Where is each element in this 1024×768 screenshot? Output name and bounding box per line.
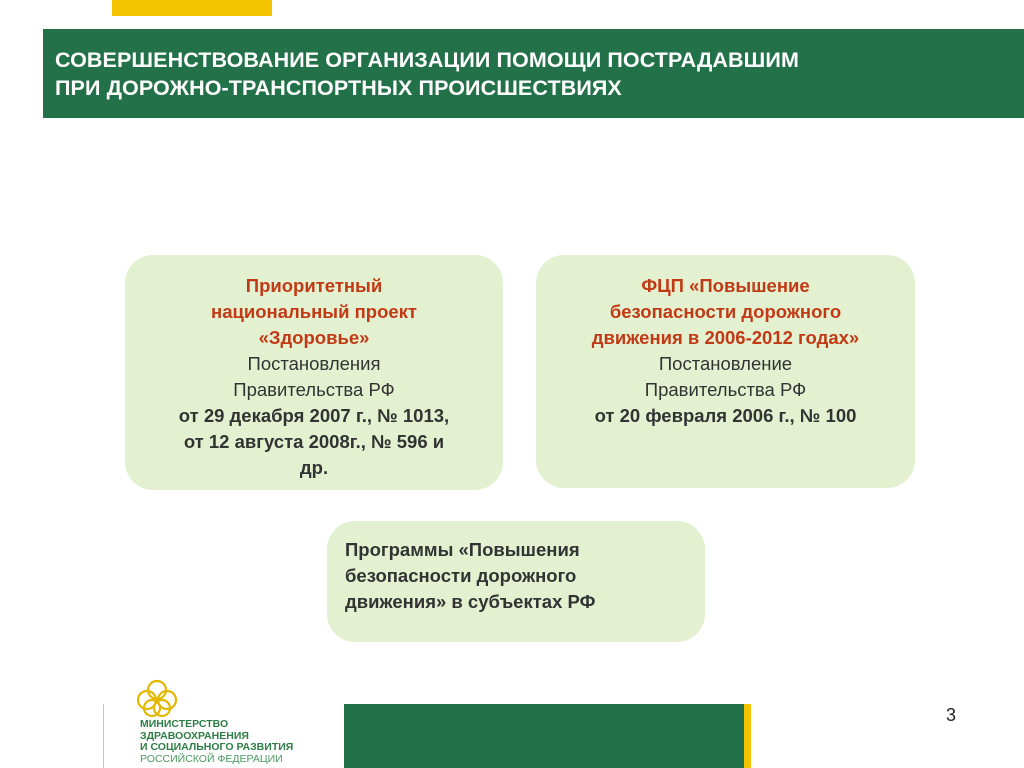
card-1-line: «Здоровье»	[258, 327, 370, 348]
logo-line: И СОЦИАЛЬНОГО РАЗВИТИЯ	[140, 741, 294, 753]
card-2-line: от 20 февраля 2006 г., № 100	[594, 405, 857, 426]
card-regional-programs	[327, 521, 705, 642]
title-bar	[43, 29, 1024, 118]
footer-yellow-bar	[744, 704, 751, 768]
ministry-logo-text	[140, 719, 293, 765]
page-number: 3	[946, 705, 957, 725]
title-line-1: СОВЕРШЕНСТВОВАНИЕ ОРГАНИЗАЦИИ ПОМОЩИ ПОСТРАДАВШИМ	[55, 48, 799, 72]
card-3-line: Программы «Повышения	[345, 539, 580, 560]
card-2-line: движения в 2006-2012 годах»	[591, 327, 860, 348]
logo-line: ЗДРАВООХРАНЕНИЯ	[140, 729, 249, 742]
ministry-logo-icon	[130, 678, 184, 718]
card-1-line: Постановления	[247, 353, 381, 374]
logo-line: РОССИЙСКОЙ ФЕДЕРАЦИИ	[140, 752, 283, 765]
title-line-2: ПРИ ДОРОЖНО-ТРАНСПОРТНЫХ ПРОИСШЕСТВИЯХ	[55, 76, 622, 100]
top-accent-bar	[112, 0, 272, 16]
footer-divider	[103, 704, 104, 768]
card-3-line: движения» в субъектах РФ	[345, 591, 596, 612]
card-1-line: от 12 августа 2008г., № 596 и	[183, 431, 445, 452]
card-2-line: безопасности дорожного	[609, 301, 842, 322]
card-health-project	[125, 255, 503, 490]
card-2-line: Постановление	[658, 353, 793, 374]
card-1-line: Приоритетный	[245, 275, 383, 296]
card-road-safety-program	[536, 255, 915, 488]
footer-green-bar	[344, 704, 744, 768]
card-1-line: др.	[299, 457, 329, 478]
card-1-line: Правительства РФ	[233, 379, 395, 400]
card-2-line: ФЦП «Повышение	[641, 275, 810, 296]
card-1-line: от 29 декабря 2007 г., № 1013,	[178, 405, 450, 426]
card-2-line: Правительства РФ	[644, 379, 807, 400]
card-1-line: национальный проект	[211, 301, 417, 322]
card-3-line: безопасности дорожного	[345, 565, 577, 586]
logo-line: МИНИСТЕРСТВО	[140, 718, 229, 730]
